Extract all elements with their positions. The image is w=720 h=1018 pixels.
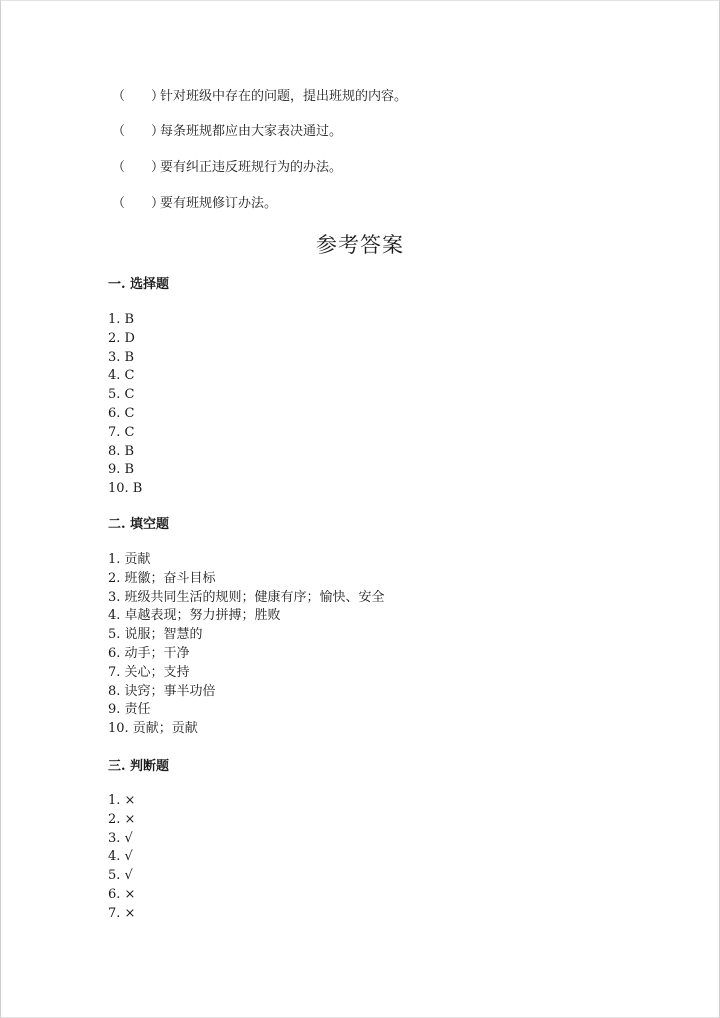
true-false-answer-list xyxy=(108,792,135,924)
list-item: 9. B xyxy=(108,462,135,478)
list-item: 7. C xyxy=(108,424,135,440)
list-item: 5. C xyxy=(108,387,135,403)
statement-4 xyxy=(112,196,277,212)
list-item: 8. B xyxy=(108,443,135,459)
list-item: 1. B xyxy=(108,312,135,327)
list-item: 2. 班徽；奋斗目标 xyxy=(108,570,216,586)
list-item: 5. √ xyxy=(108,868,133,884)
list-item: 6. C xyxy=(108,405,135,421)
list-item: 6. 动手；干净 xyxy=(108,645,190,661)
list-item: 10. 贡献；贡献 xyxy=(108,721,198,737)
statement-text: 每条班规都应由大家表决通过。 xyxy=(160,124,343,139)
list-item: 2. D xyxy=(108,330,135,346)
statement-text: 要有纠正违反班规行为的办法。 xyxy=(160,160,343,175)
section-heading-choice: 一. 选择题 xyxy=(108,277,170,292)
section-heading-fill-blank: 二. 填空题 xyxy=(108,517,170,532)
statement-3 xyxy=(112,160,342,176)
answer-blank: （ ） xyxy=(112,196,165,211)
list-item: 1. × xyxy=(108,793,136,808)
list-item: 4. √ xyxy=(108,849,133,865)
statement-text: 要有班规修订办法。 xyxy=(160,196,278,211)
list-item: 4. C xyxy=(108,368,135,384)
list-item: 1. 贡献 xyxy=(108,552,151,567)
statement-text: 针对班级中存在的问题，提出班规的内容。 xyxy=(160,89,408,104)
list-item: 5. 说服；智慧的 xyxy=(108,627,203,643)
fill-blank-answer-list xyxy=(108,551,385,739)
list-item: 7. 关心；支持 xyxy=(108,664,190,680)
list-item: 8. 诀窍；事半功倍 xyxy=(108,683,216,699)
choice-answer-list xyxy=(108,311,142,499)
list-item: 4. 卓越表现；努力拼搏；胜败 xyxy=(108,608,281,624)
list-item: 9. 责任 xyxy=(108,702,151,718)
statement-1 xyxy=(112,89,407,105)
list-item: 3. B xyxy=(108,349,135,365)
list-item: 6. × xyxy=(108,886,136,902)
list-item: 2. × xyxy=(108,811,136,827)
answer-blank: （ ） xyxy=(112,89,165,104)
list-item: 10. B xyxy=(108,481,143,497)
list-item: 3. 班级共同生活的规则；健康有序；愉快、安全 xyxy=(108,589,385,605)
list-item: 7. × xyxy=(108,905,136,921)
list-item: 3. √ xyxy=(108,830,133,846)
answer-key-title: 参考答案 xyxy=(316,233,404,257)
statement-2 xyxy=(112,124,342,140)
answer-blank: （ ） xyxy=(112,124,165,139)
answer-blank: （ ） xyxy=(112,160,165,175)
section-heading-true-false: 三. 判断题 xyxy=(108,759,170,774)
